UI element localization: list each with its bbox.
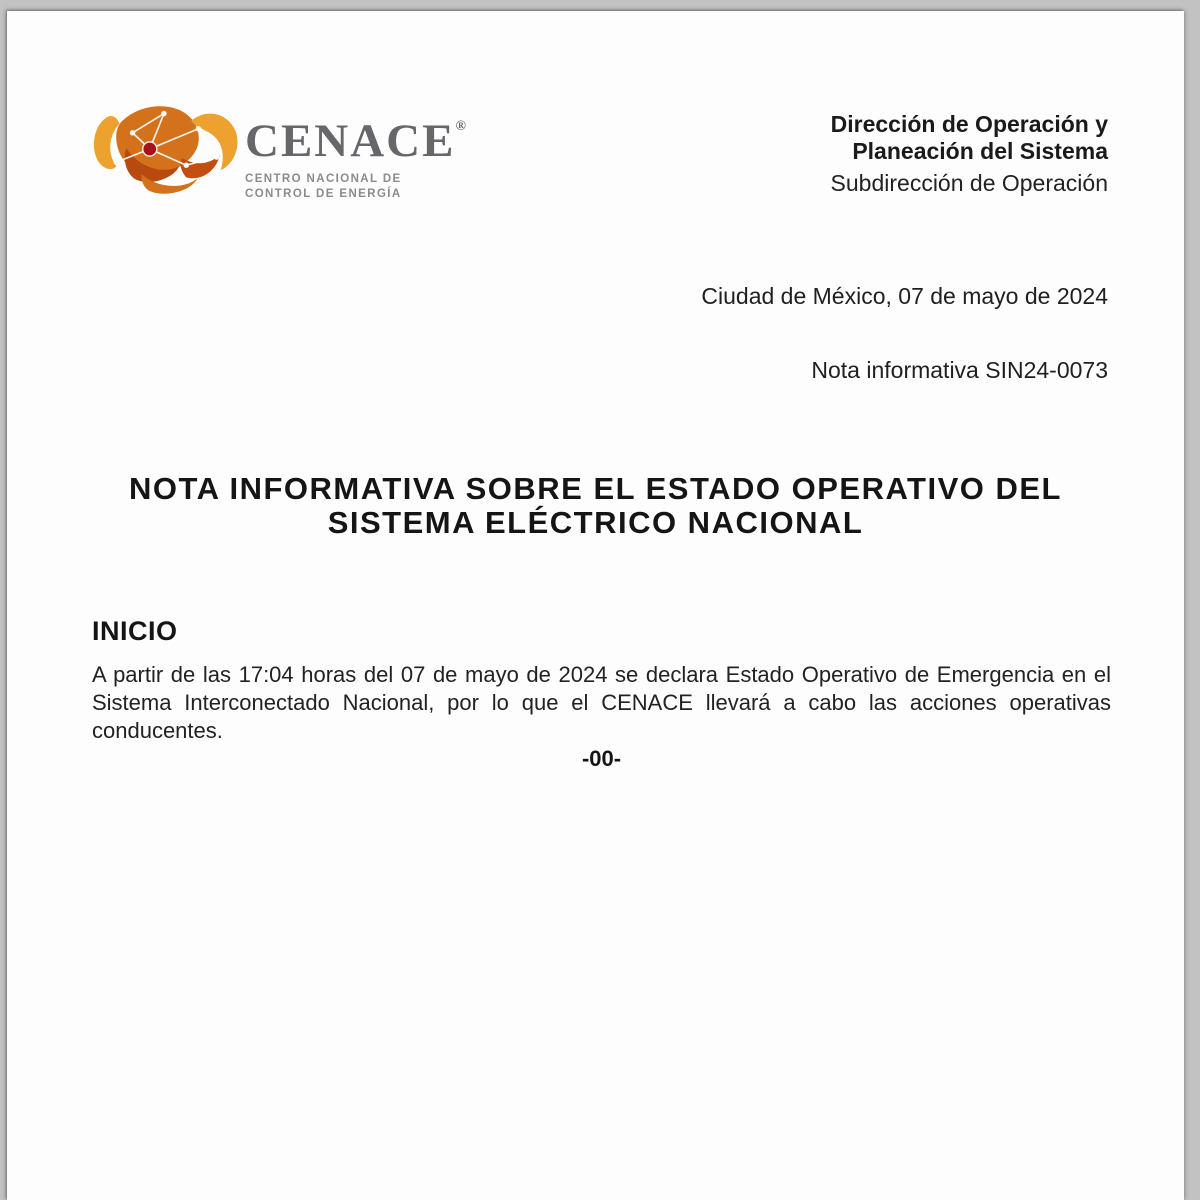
logo-text-block xyxy=(245,103,466,202)
document-title-line2: SISTEMA ELÉCTRICO NACIONAL xyxy=(327,505,864,540)
registered-trademark: ® xyxy=(455,119,466,134)
note-reference: Nota informativa SIN24-0073 xyxy=(811,357,1108,383)
subdepartment-title: Subdirección de Operación xyxy=(830,170,1108,196)
cenace-eagle-icon xyxy=(87,95,249,201)
document-title-line1: NOTA INFORMATIVA SOBRE EL ESTADO OPERATIVO DEL xyxy=(128,471,1062,506)
body-paragraph: A partir de las 17:04 horas del 07 de mayo de 2024 se declara Estado Operativo de Emergencia en el Sistema Interconectado Nacional, por lo que el CENACE llevará a cabo las acciones operativas conducentes. xyxy=(92,662,1111,743)
document-title xyxy=(7,472,1184,540)
department-title-line2: Planeación del Sistema xyxy=(852,138,1108,164)
section-heading: INICIO xyxy=(92,616,178,646)
logo-tagline xyxy=(245,172,466,202)
logo-wordmark: CENACE® xyxy=(245,115,466,167)
network-center-node xyxy=(143,142,157,156)
logo-tagline-line1: CENTRO NACIONAL DE xyxy=(245,173,402,185)
document-page xyxy=(7,11,1184,1200)
dateline: Ciudad de México, 07 de mayo de 2024 xyxy=(701,283,1108,309)
letterhead-department-block xyxy=(831,111,1108,197)
end-separator: -00- xyxy=(581,746,622,771)
logo-tagline-line2: CONTROL DE ENERGÍA xyxy=(245,188,402,200)
department-title-line1: Dirección de Operación y xyxy=(830,111,1108,137)
